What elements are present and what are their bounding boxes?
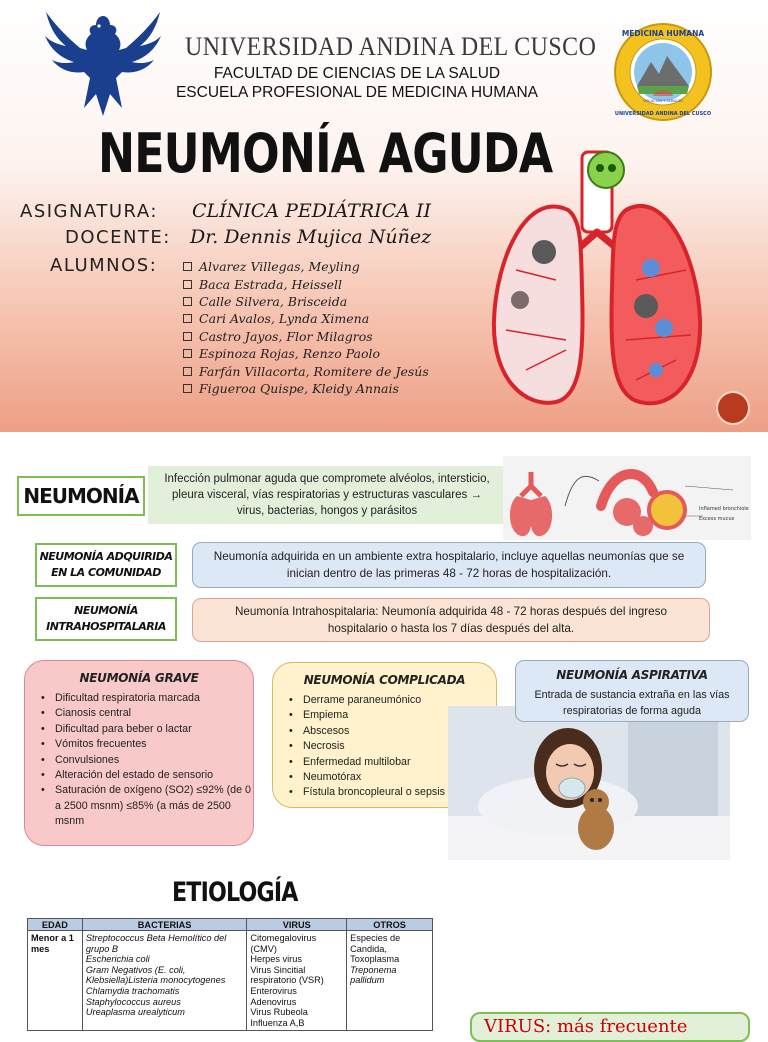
list-item: • Vómitos frecuentes: [41, 737, 253, 752]
faculty-name: FACULTAD DE CIENCIAS DE LA SALUD: [213, 65, 501, 82]
aspirativa-card: [515, 660, 749, 722]
presentation-title: NEUMONÍA AGUDA: [98, 122, 553, 185]
student-item: Alvarez Villegas, Meyling: [183, 258, 429, 275]
svg-text:Inflamed bronchiole: Inflamed bronchiole: [699, 506, 749, 512]
svg-text:MEDICINA HUMANA: MEDICINA HUMANA: [621, 29, 705, 38]
university-name: UNIVERSIDAD ANDINA DEL CUSCO: [185, 32, 597, 61]
medicina-humana-seal-logo: [613, 22, 713, 122]
student-item: Figueroa Quispe, Kleidy Annais: [183, 380, 429, 397]
grave-list: [25, 691, 253, 830]
teacher-value: Dr. Dennis Mujica Núñez: [190, 226, 432, 248]
virus-cell: Citomegalovirus (CMV) Herpes virus Virus Sincitial respiratorio (VSR) Enterovirus Adenovirus Virus Rubeola Influenza A,B: [247, 931, 347, 1031]
list-item: • Dificultad respiratoria marcada: [41, 691, 253, 706]
student-item: Baca Estrada, Heissell: [183, 275, 429, 292]
navigation-circle-icon[interactable]: [718, 393, 748, 423]
nih-heading: NEUMONÍA INTRAHOSPITALARIA: [35, 597, 177, 641]
aspirativa-heading: NEUMONÍA ASPIRATIVA: [556, 668, 708, 682]
etiology-table: [27, 918, 433, 1031]
grave-card: [24, 660, 254, 846]
col-bacterias: BACTERIAS: [82, 919, 246, 931]
cover-slide: [0, 0, 768, 432]
list-item: • Cianosis central: [41, 706, 253, 721]
checkbox-icon: [183, 262, 192, 271]
list-item: • Dificultad para beber o lactar: [41, 722, 253, 737]
student-item: Calle Silvera, Brisceida: [183, 293, 429, 310]
aspirativa-text: Entrada de sustancia extraña en las vías respiratorias de forma aguda: [534, 689, 730, 717]
neumonia-definition: Infección pulmonar aguda que compromete alvéolos, intersticio, pleura visceral, vías respiratorias y estructuras vasculares → virus, bacterias, hongos y parásitos: [148, 466, 506, 524]
child-photo-illustration: [448, 706, 730, 860]
col-edad: EDAD: [28, 919, 83, 931]
col-virus: VIRUS: [247, 919, 347, 931]
list-item: • Empiema: [289, 708, 496, 723]
list-item: • Necrosis: [289, 739, 496, 754]
content-slide: [0, 432, 768, 1037]
university-eagle-logo: [44, 8, 162, 118]
student-item: Castro Jayos, Flor Milagros: [183, 328, 429, 345]
age-cell: Menor a 1 mes: [28, 931, 83, 1031]
student-item: Farfán Villacorta, Romitere de Jesús: [183, 362, 429, 379]
list-item: • Derrame paraneumónico: [289, 693, 496, 708]
checkbox-icon: [183, 349, 192, 358]
svg-text:VOCACIÓN Y SERVICIO: VOCACIÓN Y SERVICIO: [643, 99, 683, 103]
student-item: Cari Avalos, Lynda Ximena: [183, 310, 429, 327]
table-header-row: [28, 919, 433, 931]
infected-lungs-illustration: [486, 140, 708, 418]
child-nebulizer-photo: [448, 706, 730, 860]
table-row: [28, 931, 433, 1031]
checkbox-icon: [183, 332, 192, 341]
list-item: • Convulsiones: [41, 753, 253, 768]
svg-text:Excess mucus: Excess mucus: [699, 516, 735, 522]
list-item: • Enfermedad multilobar: [289, 755, 496, 770]
grave-heading: NEUMONÍA GRAVE: [79, 671, 199, 685]
otros-cell: Especies de Candida, Toxoplasma Treponema pallidum: [347, 931, 433, 1031]
checkbox-icon: [183, 280, 192, 289]
checkbox-icon: [183, 297, 192, 306]
subject-label: ASIGNATURA:: [20, 201, 158, 222]
checkbox-icon: [183, 314, 192, 323]
col-otros: OTROS: [347, 919, 433, 931]
students-label: ALUMNOS:: [50, 255, 158, 276]
list-item: • Saturación de oxígeno (SO2) ≤92% (de 0 a 2500 msnm) ≤85% (a más de 2500 msnm: [41, 783, 253, 829]
students-list: [183, 258, 429, 397]
teacher-label: DOCENTE:: [65, 227, 171, 248]
svg-text:UNIVERSIDAD ANDINA DEL CUSCO: UNIVERSIDAD ANDINA DEL CUSCO: [614, 111, 712, 117]
list-item: • Fístula broncopleural o sepsis: [289, 785, 496, 800]
virus-note: VIRUS: más frecuente: [470, 1012, 750, 1042]
etiologia-heading: ETIOLOGÍA: [172, 877, 298, 908]
nac-definition: Neumonía adquirida en un ambiente extra hospitalario, incluye aquellas neumonías que se inician dentro de las primeras 48 - 72 horas de hospitalización.: [192, 542, 706, 588]
subject-value: CLÍNICA PEDIÁTRICA II: [192, 200, 431, 222]
list-item: • Neumotórax: [289, 770, 496, 785]
list-item: • Abscesos: [289, 724, 496, 739]
bacteria-cell: Streptococcus Beta Hemolítico del grupo B Escherichia coli Gram Negativos (E. coli, Klebsiella)Listeria monocytogenes Chlamydia trachomatis Staphylococcus aureus Ureaplasma urealyticum: [82, 931, 246, 1031]
nih-definition: Neumonía Intrahospitalaria: Neumonía adquirida 48 - 72 horas después del ingreso hospitalario o hasta los 7 días después del alta.: [192, 598, 710, 642]
complicada-heading: NEUMONÍA COMPLICADA: [303, 673, 466, 687]
checkbox-icon: [183, 384, 192, 393]
checkbox-icon: [183, 367, 192, 376]
school-name: ESCUELA PROFESIONAL DE MEDICINA HUMANA: [175, 84, 539, 101]
nac-heading: NEUMONÍA ADQUIRIDA EN LA COMUNIDAD: [35, 543, 177, 587]
list-item: • Alteración del estado de sensorio: [41, 768, 253, 783]
student-item: Espinoza Rojas, Renzo Paolo: [183, 345, 429, 362]
bronchiole-illustration: [503, 456, 751, 540]
neumonia-heading: NEUMONÍA: [17, 476, 145, 516]
